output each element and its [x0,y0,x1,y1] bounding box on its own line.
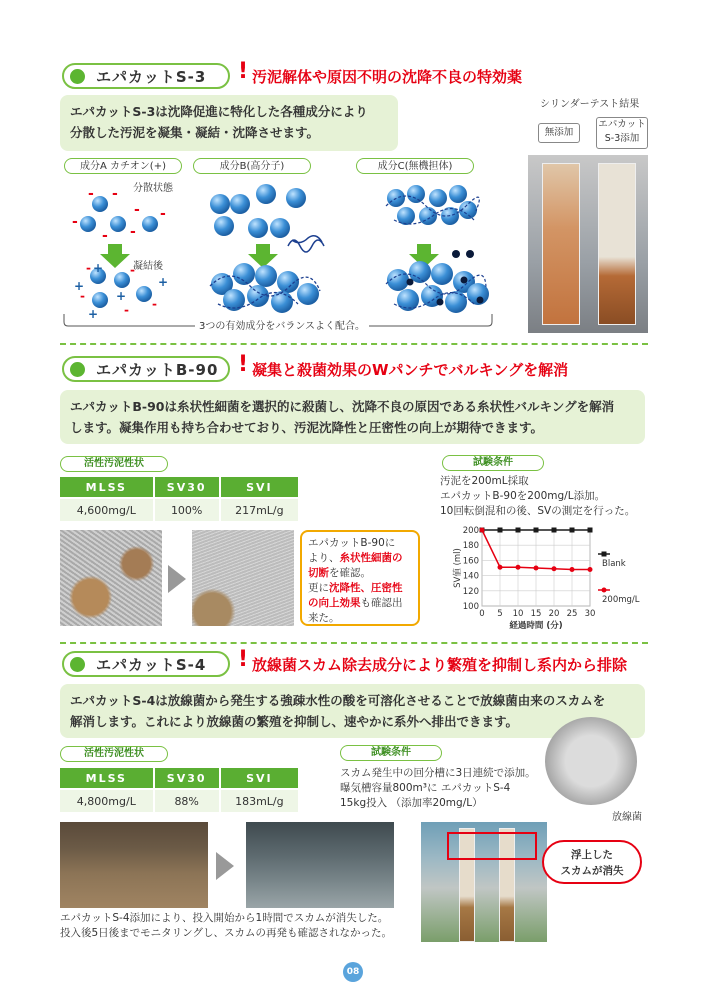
tank-after-photo [246,822,394,908]
s3-title: エパカットS-3 [96,67,207,86]
table-header: SVI [220,768,299,789]
table-header: SV30 [154,477,220,498]
svg-text:+: + [93,261,104,275]
s4-sludge-table [60,768,300,812]
chart-y-tick-label: 100 [462,602,479,612]
components-diagram [60,176,500,341]
s4-intro-line2: 解消します。これにより放線菌の繁殖を抑制し、速やかに系外へ排出できます。 [70,714,519,729]
component-c-coagulated [386,261,489,313]
component-b-coagulated [210,263,320,313]
chart-legend-marker [602,588,607,593]
table-header: MLSS [60,768,154,789]
s3-headline: 汚泥解体や原因不明の沈降不良の特効薬 [252,68,523,86]
svg-text:-: - [86,261,91,275]
table-cell: 4,600mg/L [60,498,154,521]
s4-conditions: スカム発生中の回分槽に3日連続で添加。 曝気槽容量800m³に エパカットS-4 15kg投入 （添加率20mg/L） [340,767,536,809]
svg-text:-: - [152,297,157,311]
exclamation-icon: ! [238,59,249,84]
component-b-label: 成分B(高分子) [193,158,311,174]
component-b-dispersed [210,184,324,252]
arrow-down-icon [100,244,130,268]
b90-headline: 凝集と殺菌効果のWパンチでバルキングを解消 [252,361,569,379]
chart-point [588,528,593,533]
s4-caption: エパカットS-4添加により、投入開始から1時間でスカムが消失した。 投入後5日後までモニタリングし、スカムの再発も確認されなかった。 [60,912,392,939]
s4-headline: 放線菌スカム除去成分により繁殖を抑制し系内から排除 [252,656,628,674]
chart-y-tick-label: 200 [462,526,479,536]
chart-y-tick-label: 160 [462,556,479,567]
chart-point [552,528,557,533]
exclamation-icon: ! [238,352,249,377]
section-divider [60,642,648,644]
svg-text:-: - [130,263,135,277]
s4-sludge-tag: 活性汚泥性状 [60,746,168,762]
chart-legend-marker [602,552,607,557]
b90-intro-line1: エパカットB-90は糸状性細菌を選択的に殺菌し、沈降不良の原因である糸状性バルキングを解消 [70,399,615,414]
chart-point [588,567,593,572]
chart-point [516,528,521,533]
table-cell: 183mL/g [220,789,299,812]
svg-text:-: - [72,214,78,230]
tank-before-photo [60,822,208,908]
balance-note: 3つの有効成分をバランスよく配合。 [195,319,369,334]
b90-note-box: エパカットB-90に より、糸状性細菌の 切断を確認。 更に沈降性、圧密性 の向上効果も確認出 来た。 [300,530,420,626]
arrow-right-icon [216,852,234,880]
table-cell: 100% [154,498,220,521]
svg-text:-: - [160,206,166,222]
chart-x-axis-label: 経過時間 (分) [509,621,563,631]
chart-x-tick-label: 5 [497,609,503,619]
pill-dot-icon [70,69,85,84]
pill-dot-icon [70,657,85,672]
svg-text:-: - [88,186,94,202]
chart-x-tick-label: 0 [479,609,485,619]
settling-column-photo [421,822,547,942]
actinomycete-photo [545,717,637,805]
component-a-label: 成分A カチオン(+) [64,158,182,174]
svg-text:-: - [102,228,108,244]
pill-dot-icon [70,362,85,377]
svg-text:-: - [134,202,140,218]
chart-y-tick-label: 120 [462,586,479,597]
chart-point [570,528,575,533]
b90-intro-box [60,390,645,444]
svg-text:-: - [112,186,118,202]
chart-point [498,528,503,533]
sv-chart [438,522,658,632]
svg-text:-: - [124,303,129,317]
state-dispersed-label: 分散状態 [133,183,173,194]
b90-title: エパカットB-90 [96,360,219,379]
exclamation-icon: ! [238,647,249,672]
chart-point [498,565,503,570]
b90-conditions: 汚泥を200mL採取 エパカットB-90を200mg/L添加。 10回転倒混和の後、SVの測定を行った。 [440,475,636,517]
section-divider [60,343,648,345]
chart-point [552,566,557,571]
microscope-after-photo [192,530,294,626]
b90-cond-tag: 試験条件 [442,455,544,471]
table-cell: 88% [154,789,220,812]
actinomycete-label: 放線菌 [612,812,642,823]
table-cell: 4,800mg/L [60,789,154,812]
chart-y-tick-label: 180 [462,541,479,552]
table-header: MLSS [60,477,154,498]
chart-x-tick-label: 10 [512,609,524,619]
s4-title-pill [62,651,230,677]
svg-text:+: + [88,307,99,321]
component-c-label: 成分C(無機担体) [356,158,474,174]
svg-text:-: - [130,224,136,240]
s4-cond-tag: 試験条件 [340,745,442,761]
s3-intro-line1: エパカットS-3は沈降促進に特化した各種成分により [70,104,368,119]
chart-legend-label: Blank [602,559,626,569]
table-header: SV30 [154,768,220,789]
scum-bubble: 浮上した スカムが消失 [542,840,642,884]
table-cell: 217mL/g [220,498,299,521]
b90-sludge-tag: 活性汚泥性状 [60,456,168,472]
chart-point [534,528,539,533]
arrow-down-icon [248,244,278,268]
svg-text:-: - [80,289,85,303]
b90-sludge-table [60,477,300,521]
s4-title: エパカットS-4 [96,655,207,674]
page-number-badge [343,962,363,982]
s3-title-pill [62,63,230,89]
page-number: 08 [346,967,360,977]
cylinder-test-photo [528,155,648,333]
svg-text:+: + [158,275,169,289]
state-coagulated-label: 凝結後 [133,261,163,272]
microscope-before-photo [60,530,162,626]
chart-point [516,565,521,570]
chart-x-tick-label: 20 [548,609,560,619]
chart-y-axis-label: SV値 (ml) [453,548,463,588]
chart-point [534,566,539,571]
svg-text:+: + [74,279,85,293]
cylinder-title: シリンダーテスト結果 [540,99,640,110]
chart-point [480,528,485,533]
component-c-dispersed [386,185,479,258]
chart-point [570,567,575,572]
chart-x-tick-label: 25 [566,609,578,619]
arrow-right-icon [168,565,186,593]
chart-x-tick-label: 30 [584,609,596,619]
table-header: SVI [220,477,299,498]
b90-title-pill [62,356,230,382]
cyl-label-added: エパカット S-3添加 [596,117,648,149]
s3-intro-box [60,95,398,151]
b90-intro-line2: します。凝集作用も持ち合わせており、汚泥沈降性と圧密性の向上が期待できます。 [70,420,544,435]
cyl-label-none: 無添加 [538,123,580,143]
s4-intro-line1: エパカットS-4は放線菌から発生する強疎水性の酸を可溶化させることで放線菌由来のスカムを [70,693,606,708]
chart-y-tick-label: 140 [462,571,479,582]
s3-intro-line2: 分散した汚泥を凝集・凝結・沈降させます。 [70,125,320,140]
chart-legend-label: 200mg/L [602,595,640,605]
svg-text:+: + [116,289,127,303]
chart-x-tick-label: 15 [530,609,542,619]
